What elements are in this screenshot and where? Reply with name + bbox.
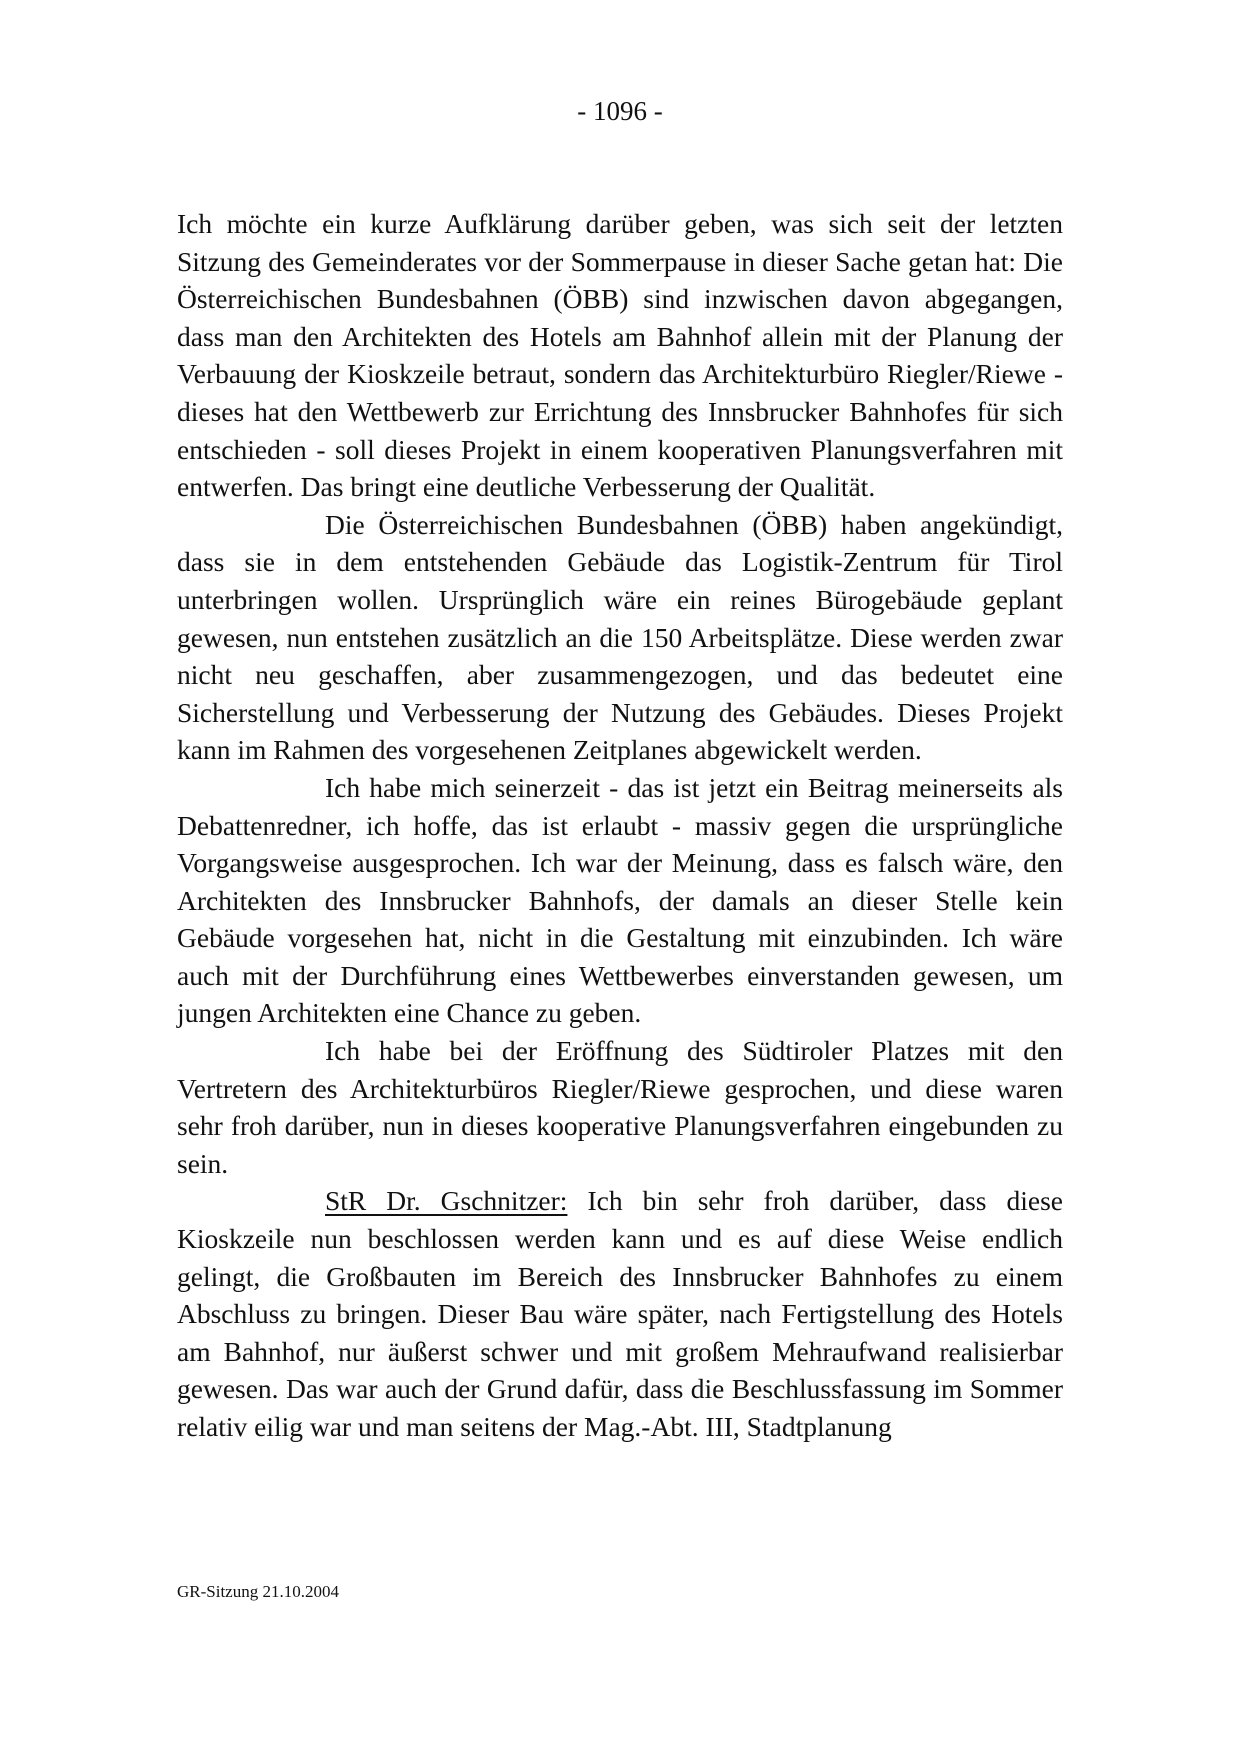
page-number: - 1096 - [577, 96, 663, 126]
speaker-name: StR Dr. Gschnitzer: [325, 1185, 568, 1217]
paragraph-4: Ich habe bei der Eröffnung des Südtiroler Platzes mit den Vertretern des Architekturbüros Riegler/Riewe gesprochen, und diese waren sehr froh darüber, nun in dieses kooperative Planungsverfahren eingebunden zu sein. [177, 1035, 1063, 1179]
document-body [177, 205, 1063, 1446]
paragraph-2: Die Österreichischen Bundesbahnen (ÖBB) haben angekündigt, dass sie in dem entstehenden Gebäude das Logistik-Zentrum für Tirol unterbringen wollen. Ursprünglich wäre ein reines Bürogebäude geplant gewesen, nun entstehen zusätzlich an die 150 Arbeitsplätze. Diese werden zwar nicht neu geschaffen, aber zusammengezogen, und das bedeutet eine Sicherstellung und Verbesserung der Nutzung des Gebäudes. Dieses Projekt kann im Rahmen des vorgesehenen Zeitplanes abgewickelt werden. [177, 508, 1063, 766]
paragraph-1: Ich möchte ein kurze Aufklärung darüber geben, was sich seit der letzten Sitzung des Gemeinderates vor der Sommerpause in dieser Sache getan hat: Die Österreichischen Bundesbahnen (ÖBB) sind inzwischen davon abgegangen, dass man den Architekten des Hotels am Bahnhof allein mit der Planung der Verbauung der Kioskzeile betraut, sondern das Architekturbüro Riegler/Riewe - dieses hat den Wettbewerb zur Errichtung des Innsbrucker Bahnhofes für sich entschieden - soll dieses Projekt in einem kooperativen Planungsverfahren mit entwerfen. Das bringt eine deutliche Verbesserung der Qualität. [177, 208, 1063, 503]
page-footer: GR-Sitzung 21.10.2004 [177, 1582, 339, 1601]
paragraph-3: Ich habe mich seinerzeit - das ist jetzt ein Beitrag meinerseits als Debattenredner, ich hoffe, das ist erlaubt - massiv gegen die ursprüngliche Vorgangsweise ausgesprochen. Ich war der Meinung, dass es falsch wäre, den Architekten des Innsbrucker Bahnhofs, der damals an dieser Stelle kein Gebäude vorgesehen hat, nicht in die Gestaltung mit einzubinden. Ich wäre auch mit der Durchführung eines Wettbewerbes einverstanden gewesen, um jungen Architekten eine Chance zu geben. [177, 771, 1063, 1029]
paragraph-5 [177, 1182, 1063, 1445]
speaker-statement: Ich bin sehr froh darüber, dass diese Kioskzeile nun beschlossen werden kann und es auf diese Weise endlich gelingt, die Großbauten im Bereich des Innsbrucker Bahnhofes zu einem Abschluss zu bringen. Dieser Bau wäre später, nach Fertigstellung des Hotels am Bahnhof, nur äußerst schwer und mit großem Mehraufwand realisierbar gewesen. Das war auch der Grund dafür, dass die Beschlussfassung im Sommer relativ eilig war und man seitens der Mag.-Abt. III, Stadtplanung [177, 1185, 1064, 1442]
